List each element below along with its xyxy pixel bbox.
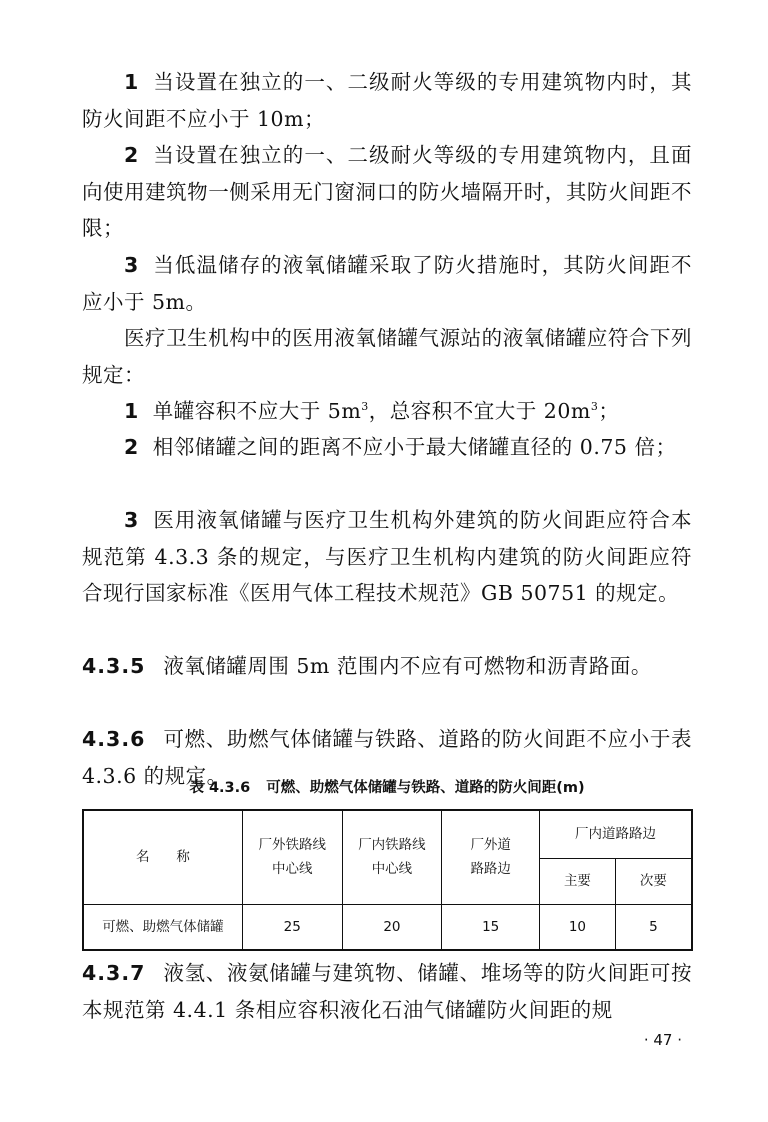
page-number: · 47 · — [643, 1031, 682, 1049]
item-j2 — [82, 429, 692, 466]
item-3 — [82, 247, 692, 320]
header-rail-outside: 厂外铁路线中心线 — [242, 810, 342, 904]
item-number: 2 — [124, 143, 139, 167]
item-text: 当设置在独立的一、二级耐火等级的专用建筑物内时，其防火间距不应小于 10m； — [82, 70, 692, 131]
cell-rail-inside: 20 — [342, 904, 442, 950]
item-2 — [82, 137, 692, 247]
item-text-c: ； — [598, 399, 620, 423]
header-minor-road: 次要 — [615, 858, 692, 904]
cell-name: 可燃、助燃气体储罐 — [83, 904, 242, 950]
header-road-outside: 厂外道路路边 — [442, 810, 540, 904]
item-j3 — [82, 502, 692, 612]
item-text: 当设置在独立的一、二级耐火等级的专用建筑物内，且面向使用建筑物一侧采用无门窗洞口的防火墙隔开时，其防火间距不限； — [82, 143, 692, 240]
table-header-row — [83, 810, 692, 858]
intro-paragraph — [82, 320, 692, 393]
header-road-inside: 厂内道路路边 — [540, 810, 692, 858]
table-number: 表 4.3.6 — [189, 780, 251, 796]
header-name: 名 称 — [83, 810, 242, 904]
item-text-b: ，总容积不宜大于 20m — [368, 399, 591, 423]
item-number: 1 — [124, 70, 139, 94]
item-text-a: 单罐容积不应大于 5m — [152, 399, 362, 423]
item-text: 当低温储存的液氧储罐采取了防火措施时，其防火间距不应小于 5m。 — [82, 253, 692, 314]
superscript: 3 — [590, 400, 599, 414]
item-number: 2 — [124, 435, 139, 459]
item-j1 — [82, 393, 692, 430]
item-number: 3 — [124, 253, 139, 277]
item-number: 3 — [124, 508, 139, 532]
table-row — [83, 904, 692, 950]
header-main-road: 主要 — [540, 858, 616, 904]
clause-text: 可燃、助燃气体储罐与铁路、道路的防火间距不应小于表 4.3.6 的规定。 — [82, 727, 692, 788]
item-text: 相邻储罐之间的距离不应小于最大储罐直径的 0.75 倍； — [152, 435, 677, 459]
item-number: 1 — [124, 399, 139, 423]
table-caption — [82, 776, 692, 797]
clause-number: 4.3.5 — [82, 654, 146, 678]
item-text: 医用液氧储罐与医疗卫生机构外建筑的防火间距应符合本规范第 4.3.3 条的规定，与医疗卫生机构内建筑的防火间距应符合现行国家标准《医用气体工程技术规范》GB 50751 的规定。 — [82, 508, 692, 605]
clause-number: 4.3.6 — [82, 727, 146, 751]
cell-road-outside: 15 — [442, 904, 540, 950]
clause-number: 4.3.7 — [82, 961, 146, 985]
clause-4-3-7 — [82, 955, 692, 1028]
clause-4-3-5 — [82, 648, 692, 685]
clause-text: 液氢、液氨储罐与建筑物、储罐、堆场等的防火间距可按本规范第 4.4.1 条相应容积液化石油气储罐防火间距的规 — [82, 961, 692, 1022]
spacing-table — [82, 809, 693, 951]
intro-text: 医疗卫生机构中的医用液氧储罐气源站的液氧储罐应符合下列规定： — [82, 326, 692, 387]
table-title: 可燃、助燃气体储罐与铁路、道路的防火间距(m) — [266, 780, 585, 796]
item-1 — [82, 64, 692, 137]
header-rail-inside: 厂内铁路线中心线 — [342, 810, 442, 904]
cell-rail-outside: 25 — [242, 904, 342, 950]
clause-text: 液氧储罐周围 5m 范围内不应有可燃物和沥青路面。 — [163, 654, 652, 678]
cell-minor-road: 5 — [615, 904, 692, 950]
cell-main-road: 10 — [540, 904, 616, 950]
superscript: 3 — [361, 400, 369, 414]
